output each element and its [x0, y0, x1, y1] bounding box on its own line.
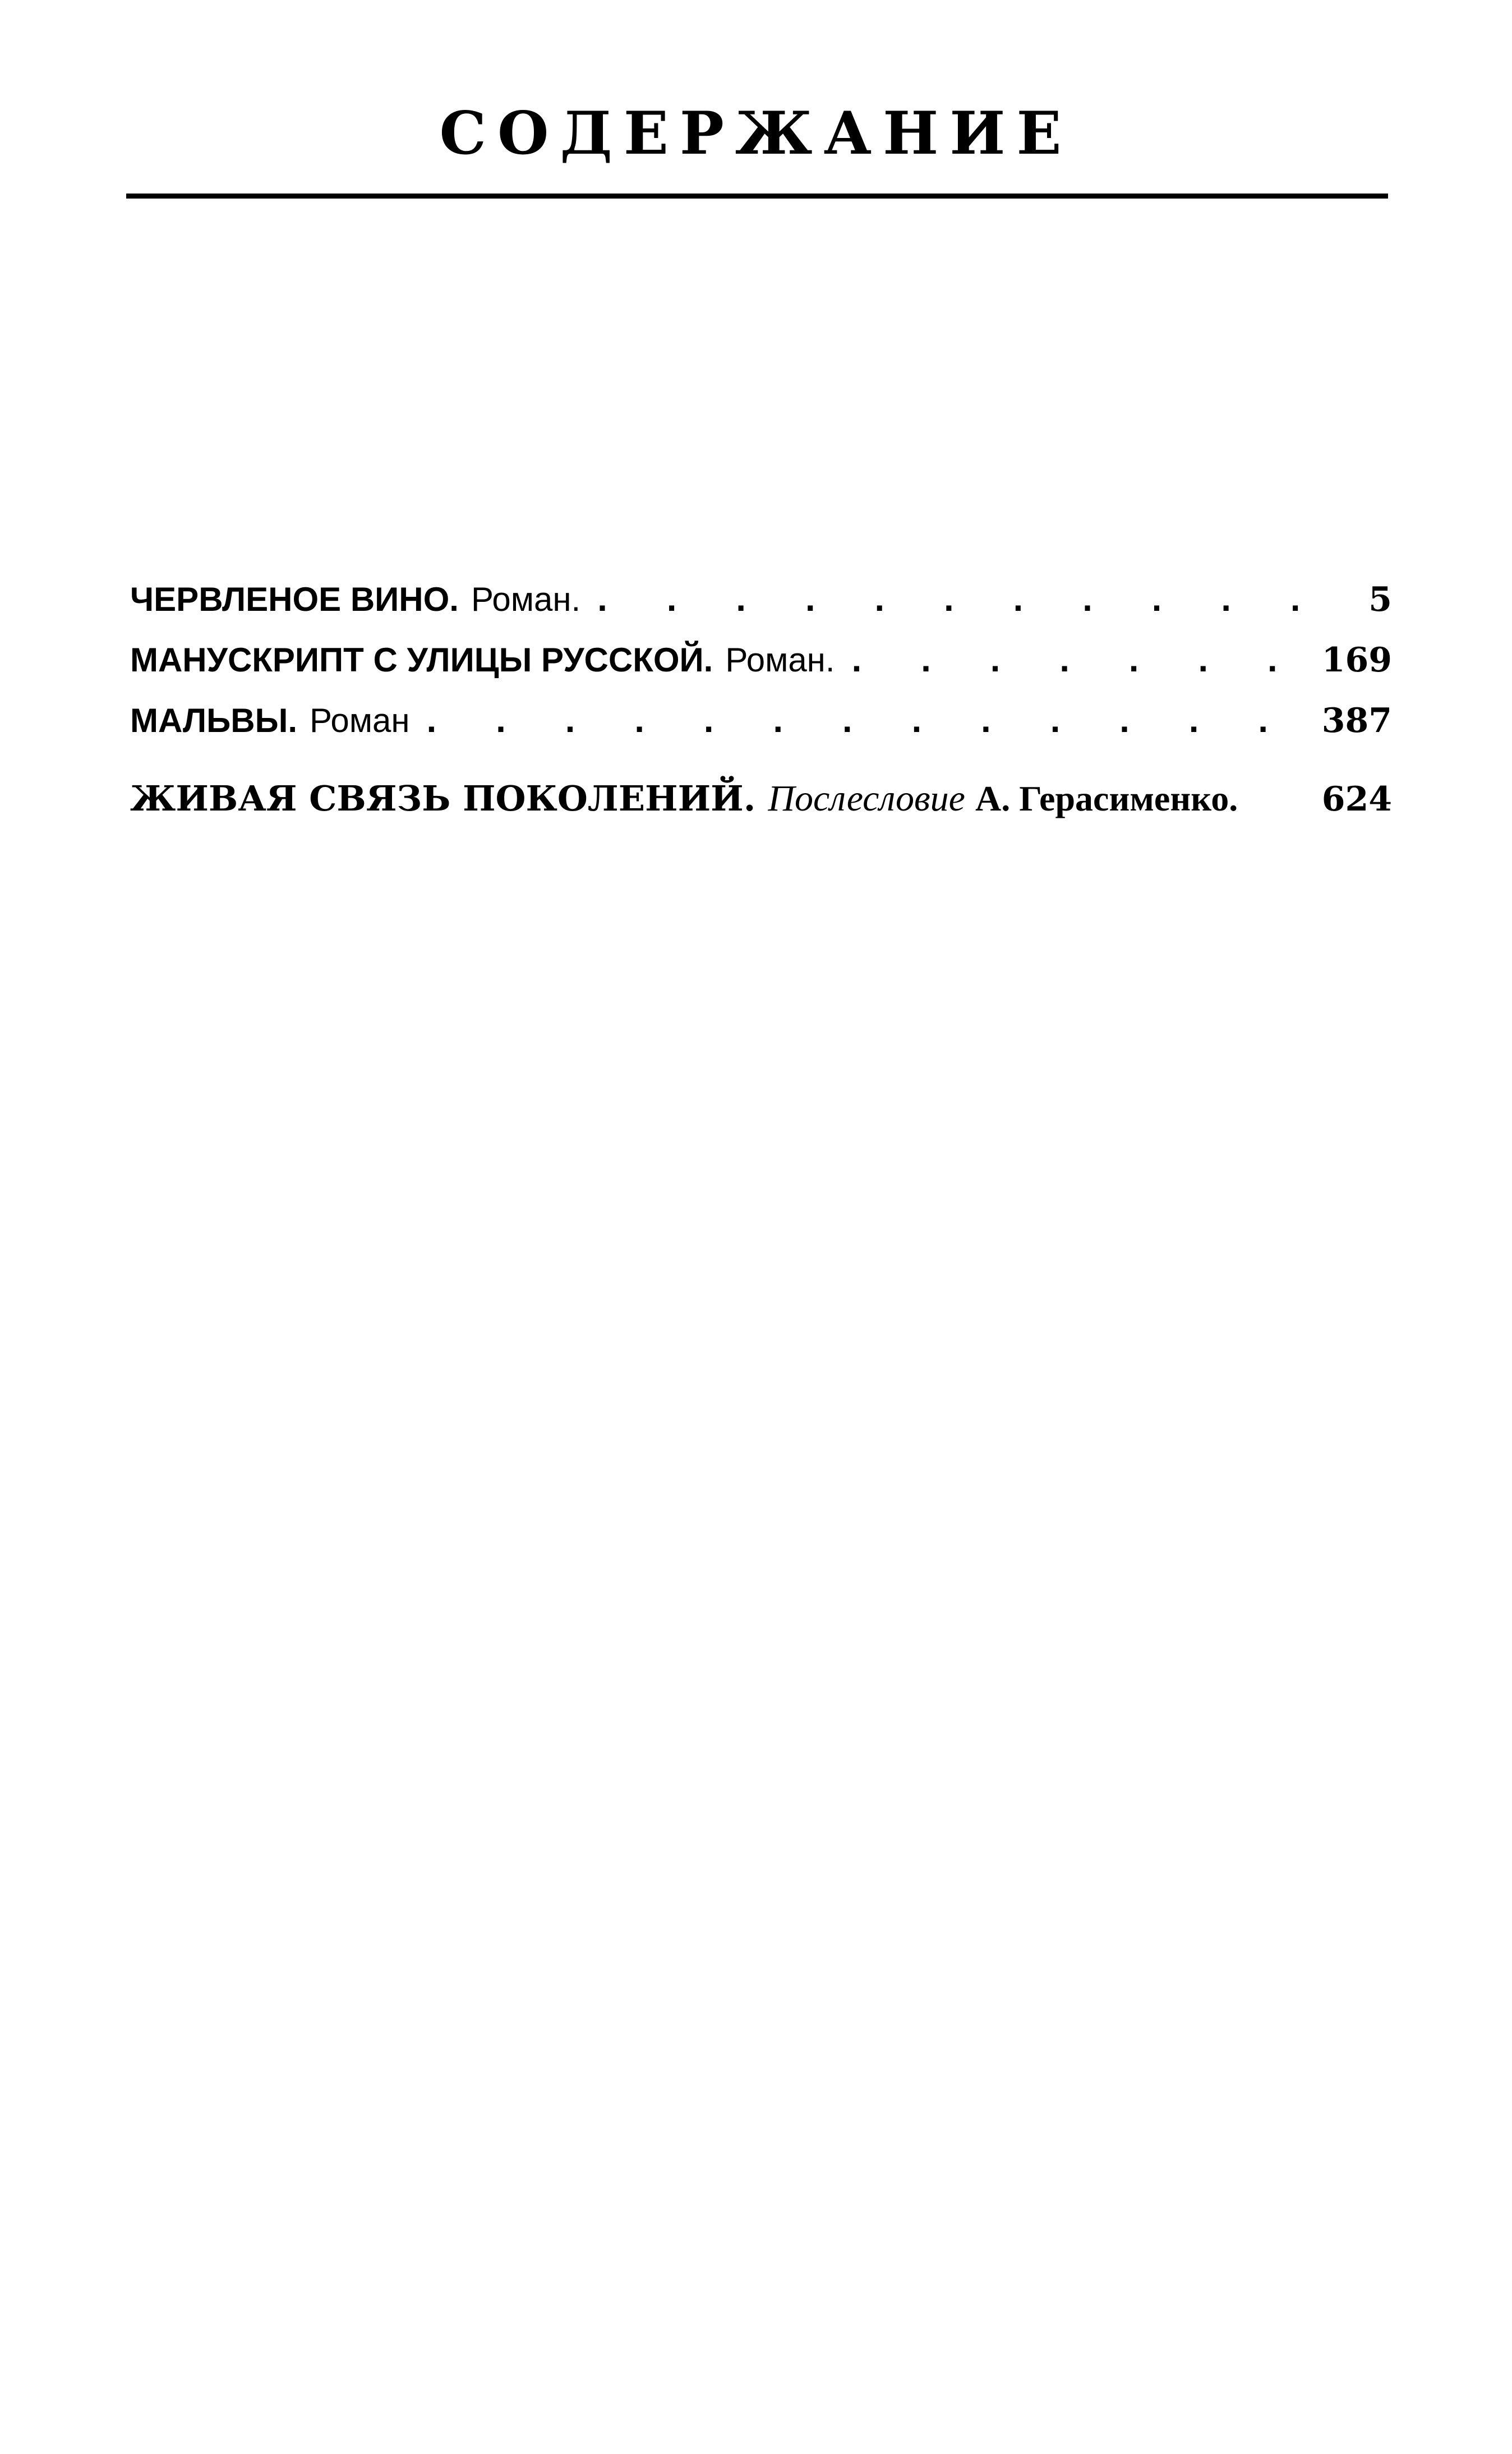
toc-entry-afterword[interactable] [130, 780, 1392, 841]
toc-entry-page: 5 [1368, 580, 1392, 619]
title-divider [126, 194, 1388, 199]
toc-entry-chervlenoe-vino[interactable] [130, 581, 1392, 641]
toc-entry-manuskript[interactable] [130, 641, 1392, 702]
dot-leader [427, 702, 1305, 738]
toc-entry-title: МАНУСКРИПТ С УЛИЦЫ РУССКОЙ. [130, 641, 713, 679]
page-title: СОДЕРЖАНИЕ [439, 98, 1073, 168]
toc-entry-genre: Роман. [471, 581, 581, 618]
afterword-label: Послесловие [768, 778, 965, 819]
toc-entry-page: 169 [1321, 641, 1392, 680]
afterword-title: ЖИВАЯ СВЯЗЬ ПОКОЛЕНИЙ. [130, 778, 756, 819]
toc-entry-page: 387 [1321, 701, 1392, 740]
dot-leader [597, 581, 1313, 616]
afterword-author: А. Герасименко. [975, 779, 1238, 818]
toc-entry-title: МАЛЬВЫ. [130, 702, 298, 739]
table-of-contents [130, 581, 1392, 841]
toc-entry-genre: Роман [310, 702, 410, 739]
toc-entry-genre: Роман. [725, 641, 835, 679]
toc-entry-malvy[interactable] [130, 702, 1392, 762]
dot-leader [852, 641, 1305, 677]
toc-entry-title: ЧЕРВЛЕНОЕ ВИНО. [130, 581, 459, 618]
afterword-page: 624 [1321, 780, 1392, 819]
